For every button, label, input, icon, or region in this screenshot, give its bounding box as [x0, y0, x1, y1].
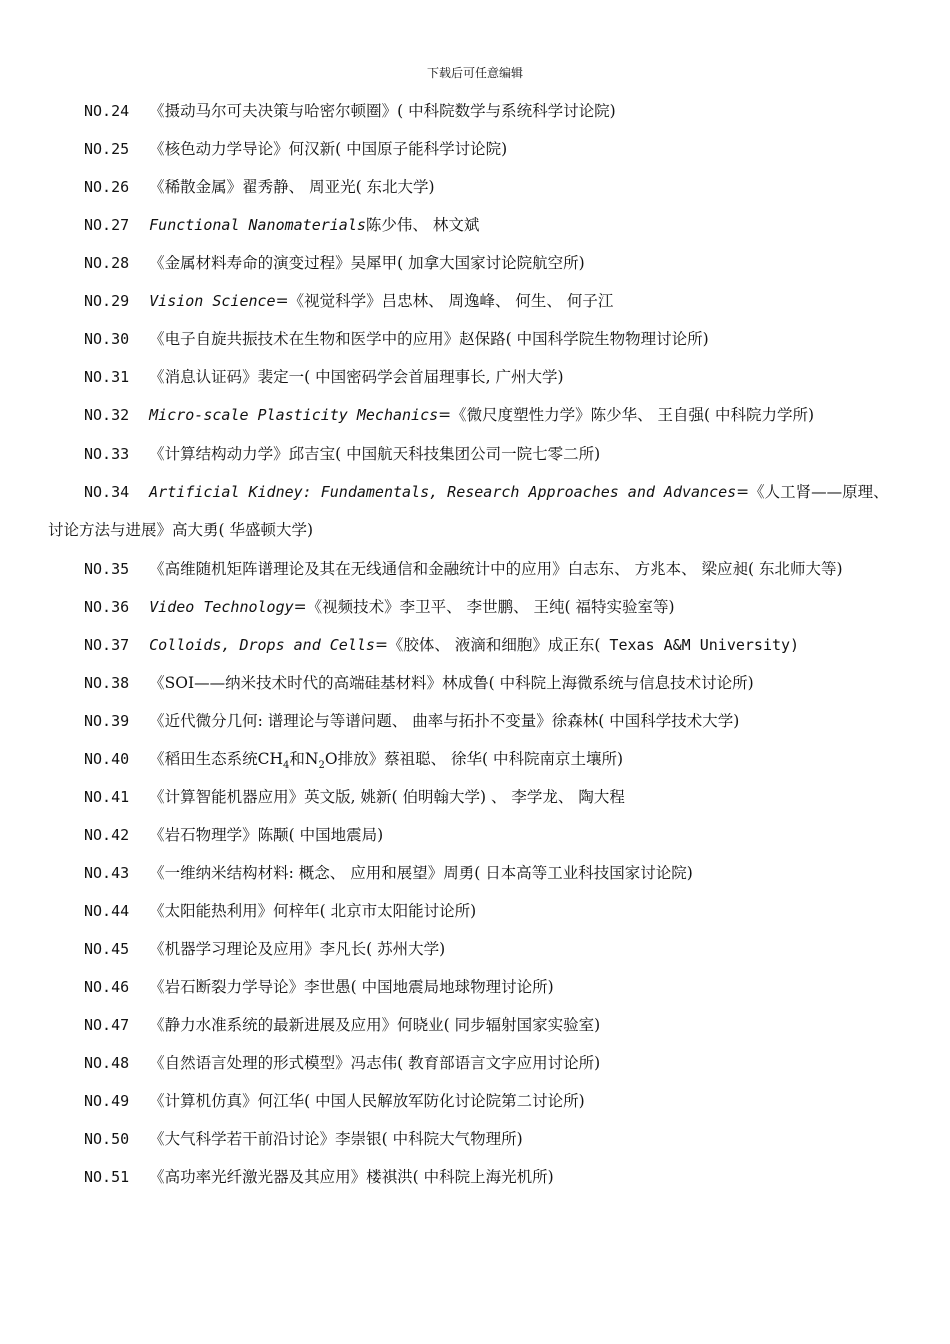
entry-text: 《计算智能机器应用》英文版, 姚新( 伯明翰大学) 、 李学龙、 陶大程 [149, 788, 625, 806]
entry-text: 《一维纳米结构材料: 概念、 应用和展望》周勇( 日本高等工业科技国家讨论院) [149, 864, 693, 882]
entry-26 [48, 168, 900, 206]
entry-english-title: Colloids, Drops and Cells [149, 636, 375, 654]
entry-english-title: Micro-scale Plasticity Mechanics [149, 406, 439, 424]
entry-affiliation-latin: Texas A&M University) [600, 636, 800, 654]
subscript: 4 [283, 760, 290, 772]
entry-42 [48, 816, 900, 854]
entry-text-post: O排放》蔡祖聪、 徐华( 中科院南京土壤所) [324, 750, 624, 768]
entry-text: 《近代微分几何: 谱理论与等谱问题、 曲率与拓扑不变量》徐森林( 中国科学技术大学) [149, 712, 740, 730]
entry-41 [48, 778, 900, 816]
entry-text: 《高功率光纤激光器及其应用》楼祺洪( 中科院上海光机所) [149, 1168, 554, 1186]
entry-english-title: Artificial Kidney: Fundamentals, Research Approaches and Advances [149, 482, 737, 501]
entry-number: NO.24 [84, 102, 130, 120]
entry-text: 《电子自旋共振技术在生物和医学中的应用》赵保路( 中国科学院生物物理讨论所) [149, 330, 709, 348]
entry-text: 《岩石物理学》陈颙( 中国地震局) [149, 826, 384, 844]
entry-text: 《SOI——纳米技术时代的高端硅基材料》林成鲁( 中科院上海微系统与信息技术讨论所) [149, 674, 754, 692]
entry-38 [48, 664, 900, 702]
entry-english-title: Video Technology [149, 598, 294, 616]
entry-31 [48, 358, 900, 396]
entry-29 [48, 282, 900, 320]
subscript: 2 [318, 760, 325, 772]
entry-30 [48, 320, 900, 358]
entry-number: NO.50 [84, 1130, 130, 1148]
entry-37 [48, 626, 900, 664]
entry-number: NO.43 [84, 864, 130, 882]
entry-text: 《大气科学若干前沿讨论》李崇银( 中科院大气物理所) [149, 1130, 523, 1148]
entry-number: NO.25 [84, 140, 130, 158]
entry-number: NO.30 [84, 330, 130, 348]
entry-number: NO.32 [84, 406, 130, 424]
entry-list [48, 92, 900, 1196]
entry-text: 《消息认证码》裴定一( 中国密码学会首届理事长, 广州大学) [149, 368, 564, 386]
entry-48 [48, 1044, 900, 1082]
entry-45 [48, 930, 900, 968]
entry-40 [48, 740, 900, 778]
entry-english-title: Functional Nanomaterials [149, 216, 366, 234]
entry-text: 《静力水准系统的最新进展及应用》何晓业( 同步辐射国家实验室) [149, 1016, 601, 1034]
entry-32 [48, 396, 900, 435]
entry-text: =《视频技术》李卫平、 李世鹏、 王纯( 福特实验室等) [293, 598, 675, 616]
entry-number: NO.46 [84, 978, 130, 996]
page-header: 下载后可任意编辑 [426, 66, 523, 80]
entry-text: =《视觉科学》吕忠林、 周逸峰、 何生、 何子江 [275, 292, 614, 310]
entry-number: NO.38 [84, 674, 130, 692]
entry-number: NO.31 [84, 368, 130, 386]
entry-number: NO.26 [84, 178, 130, 196]
entry-number: NO.49 [84, 1092, 130, 1110]
entry-46 [48, 968, 900, 1006]
entry-27 [48, 206, 900, 244]
entry-number: NO.42 [84, 826, 130, 844]
entry-35 [48, 550, 900, 589]
entry-number: NO.51 [84, 1168, 130, 1186]
entry-number: NO.39 [84, 712, 130, 730]
entry-english-title: Vision Science [149, 292, 276, 310]
entry-number: NO.48 [84, 1054, 130, 1072]
entry-49 [48, 1082, 900, 1120]
entry-28 [48, 244, 900, 282]
entry-text: 《高维随机矩阵谱理论及其在无线通信和金融统计中的应用》白志东、 方兆本、 梁应昶( 东北师大等) [149, 559, 843, 578]
entry-text: 《自然语言处理的形式模型》冯志伟( 教育部语言文字应用讨论所) [149, 1054, 601, 1072]
entry-number: NO.47 [84, 1016, 130, 1034]
entry-50 [48, 1120, 900, 1158]
entry-text-mid: 和N [289, 750, 319, 768]
entry-text: 《计算结构动力学》邱吉宝( 中国航天科技集团公司一院七零二所) [149, 444, 601, 463]
entry-text: =《人工肾——原理、 讨论方法与进展》高大勇( 华盛顿大学) [48, 482, 889, 539]
entry-number: NO.41 [84, 788, 130, 806]
entry-number: NO.40 [84, 750, 130, 768]
entry-number: NO.28 [84, 254, 130, 272]
entry-number: NO.33 [84, 444, 130, 463]
entry-text: =《微尺度塑性力学》陈少华、 王自强( 中科院力学所) [438, 406, 815, 424]
entry-24 [48, 92, 900, 130]
entry-number: NO.29 [84, 292, 130, 310]
entry-51 [48, 1158, 900, 1196]
entry-33 [48, 435, 900, 473]
entry-text: 《太阳能热利用》何梓年( 北京市太阳能讨论所) [149, 902, 477, 920]
entry-text: 《金属材料寿命的演变过程》吴犀甲( 加拿大国家讨论院航空所) [149, 254, 585, 272]
entry-25 [48, 130, 900, 168]
entry-text: 《核色动力学导论》何汉新( 中国原子能科学讨论院) [149, 140, 508, 158]
entry-text: 《稀散金属》翟秀静、 周亚光( 东北大学) [149, 178, 435, 196]
entry-text: 《计算机仿真》何江华( 中国人民解放军防化讨论院第二讨论所) [149, 1092, 585, 1110]
entry-text: 《机器学习理论及应用》李凡长( 苏州大学) [149, 940, 446, 958]
entry-number: NO.37 [84, 636, 130, 654]
entry-34 [48, 473, 900, 550]
entry-text-pre: 《稻田生态系统CH [149, 750, 284, 768]
entry-number: NO.44 [84, 902, 130, 920]
entry-number: NO.34 [84, 482, 130, 501]
entry-text: 《摄动马尔可夫决策与哈密尔顿圈》( 中科院数学与系统科学讨论院) [149, 102, 616, 120]
entry-43 [48, 854, 900, 892]
entry-47 [48, 1006, 900, 1044]
entry-39 [48, 702, 900, 740]
entry-number: NO.35 [84, 559, 130, 578]
entry-text: 《岩石断裂力学导论》李世愚( 中国地震局地球物理讨论所) [149, 978, 554, 996]
entry-44 [48, 892, 900, 930]
entry-number: NO.36 [84, 598, 130, 616]
entry-text: =《胶体、 液滴和细胞》成正东( [374, 636, 601, 654]
entry-number: NO.27 [84, 216, 130, 234]
entry-text: 陈少伟、 林文斌 [365, 216, 480, 234]
entry-36 [48, 588, 900, 626]
entry-number: NO.45 [84, 940, 130, 958]
